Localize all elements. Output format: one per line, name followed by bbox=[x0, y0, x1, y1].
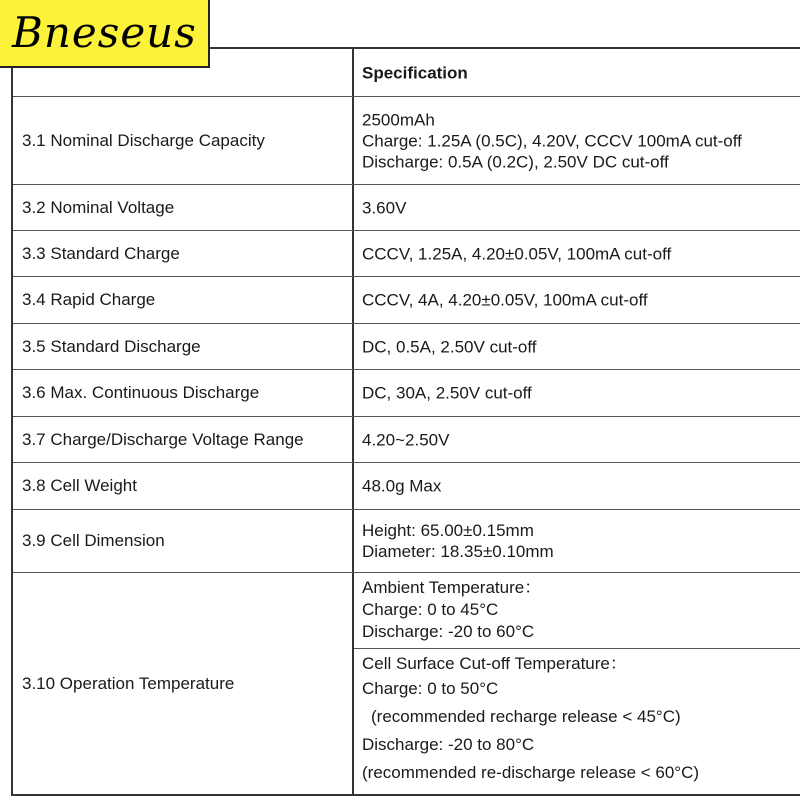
row-spec: CCCV, 1.25A, 4.20±0.05V, 100mA cut-off bbox=[362, 244, 672, 263]
row-spec: 48.0g Max bbox=[362, 476, 442, 496]
brand-name: Bneseus bbox=[12, 8, 197, 57]
row-param: 3.5 Standard Discharge bbox=[22, 336, 201, 356]
table-row bbox=[13, 463, 800, 510]
table-row bbox=[13, 573, 800, 794]
row-param: 3.6 Max. Continuous Discharge bbox=[22, 383, 260, 402]
table-row bbox=[13, 185, 800, 231]
surface-temperature-block: Cell Surface Cut-off Temperature： Charge: 0 to 50°C (recommended recharge release < 45°C) Discharge: -20 to 80°C (recommended re-discharge release < 60°C) bbox=[362, 654, 700, 782]
sub-divider bbox=[354, 648, 800, 649]
table-row bbox=[13, 324, 800, 370]
brand-logo bbox=[0, 0, 210, 68]
ambient-temperature-block: Ambient Temperature： Charge: 0 to 45°C Discharge: -20 to 60°C bbox=[362, 578, 542, 641]
row-param: 3.3 Standard Charge bbox=[22, 243, 180, 263]
table-row bbox=[13, 97, 800, 185]
row-spec: CCCV, 4A, 4.20±0.05V, 100mA cut-off bbox=[362, 290, 648, 310]
row-param: 3.9 Cell Dimension bbox=[22, 531, 165, 550]
row-spec: DC, 0.5A, 2.50V cut-off bbox=[362, 337, 537, 356]
table-row bbox=[13, 277, 800, 324]
row-param: 3.7 Charge/Discharge Voltage Range bbox=[22, 429, 304, 449]
row-spec: 2500mAh Charge: 1.25A (0.5C), 4.20V, CCCV 100mA cut-off Discharge: 0.5A (0.2C), 2.50V DC cut-off bbox=[362, 110, 742, 171]
table-row bbox=[13, 231, 800, 277]
row-spec: 3.60V bbox=[362, 198, 407, 217]
table-row bbox=[13, 417, 800, 463]
row-param: 3.1 Nominal Discharge Capacity bbox=[22, 130, 265, 150]
row-param: 3.2 Nominal Voltage bbox=[22, 197, 175, 217]
table-row bbox=[13, 510, 800, 573]
row-param: 3.8 Cell Weight bbox=[22, 476, 137, 495]
row-param: 3.10 Operation Temperature bbox=[22, 673, 235, 693]
row-spec: DC, 30A, 2.50V cut-off bbox=[362, 383, 532, 403]
row-param: 3.4 Rapid Charge bbox=[22, 290, 156, 309]
specification-table bbox=[11, 47, 800, 796]
table-row bbox=[13, 370, 800, 417]
row-spec: Height: 65.00±0.15mm Diameter: 18.35±0.10mm bbox=[362, 521, 554, 561]
row-spec: 4.20~2.50V bbox=[362, 430, 450, 449]
header-spec: Specification bbox=[362, 63, 468, 82]
